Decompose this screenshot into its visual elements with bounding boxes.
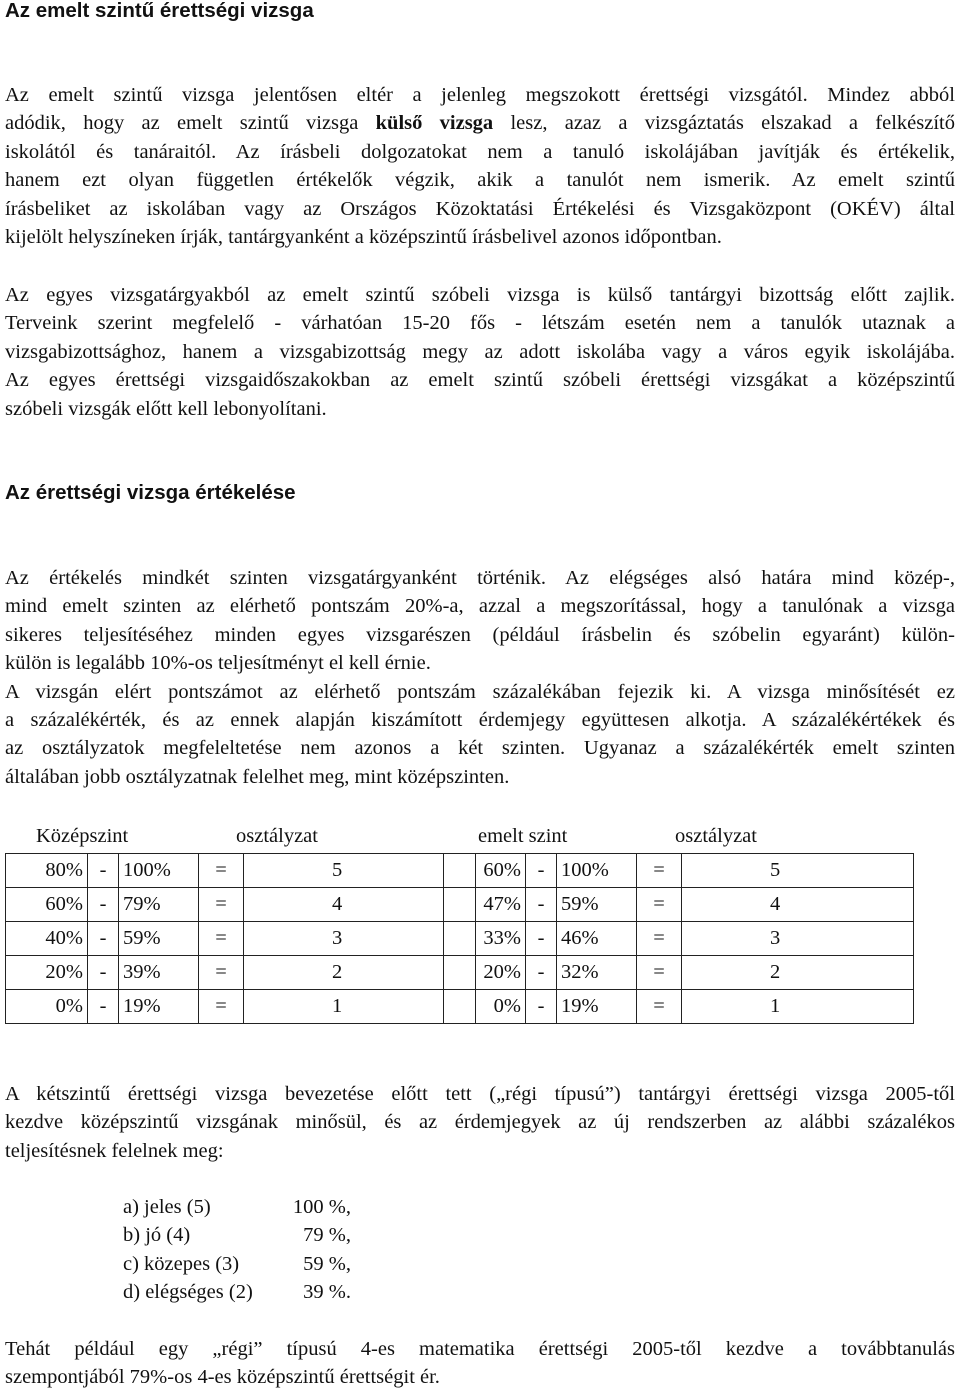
grade-percentage-list: [123, 1193, 351, 1307]
list-item-label: b) jó (4): [123, 1224, 191, 1247]
heading-emelt-szint: Az emelt szintű érettségi vizsga: [5, 0, 314, 22]
text-line: szempontjából 79%-os 4-es középszintű érettségit ér.: [5, 1366, 440, 1389]
list-item-label: c) közepes (3): [123, 1252, 240, 1275]
table-cell: -: [526, 854, 557, 888]
table-cell: 47%: [444, 888, 526, 922]
text-line: teljesítésnek felelnek meg:: [5, 1139, 224, 1162]
table-cell: 2: [244, 956, 476, 990]
table-cell: 40%: [6, 922, 88, 956]
table-row: [6, 888, 476, 922]
table-cell: 1: [682, 990, 914, 1024]
table-cell: 0%: [6, 990, 88, 1024]
heading-ertekeles: Az érettségi vizsga értékelése: [5, 481, 296, 504]
table-cell: 80%: [6, 854, 88, 888]
table-cell: =: [199, 854, 244, 888]
table-row: [444, 990, 914, 1024]
table-row: [6, 854, 476, 888]
list-item-value: 39 %.: [303, 1281, 351, 1304]
table-row: [444, 854, 914, 888]
text-line: kezdve középszintű vizsgának minősül, és az érdemjegyek az új rendszerben az alábbi százalékos: [5, 1111, 955, 1134]
table-cell: 59%: [119, 922, 199, 956]
table-row: [6, 956, 476, 990]
list-item: [123, 1250, 351, 1278]
list-item-value: 100 %,: [292, 1196, 351, 1218]
table-cell: 3: [244, 922, 476, 956]
table-cell: 33%: [444, 922, 526, 956]
text-line: írásbeliket az iskolában vagy az Országos Közoktatási Értékelési és Vizsgaközpont (OKÉV) által: [5, 197, 955, 220]
text-line: A kétszintű érettségi vizsga bevezetése előtt tett („régi típusú”) tantárgyi érettségi vizsga 2005-től: [5, 1083, 955, 1105]
table-cell: 0%: [444, 990, 526, 1024]
table-right-header-level: emelt szint: [478, 825, 568, 847]
list-item: [123, 1221, 351, 1249]
table-cell: 20%: [444, 956, 526, 990]
table-cell: 100%: [557, 854, 637, 888]
table-cell: 19%: [119, 990, 199, 1024]
text-line: általában jobb osztályzatnak felelhet meg, mint középszinten.: [5, 765, 510, 788]
text-line: hanem ezt olyan független értékelők végzik, akik a tanulót nem ismerik. Az emelt szintű: [5, 169, 955, 192]
table-row: [444, 956, 914, 990]
text-line: szóbeli vizsgák előtt kell lebonyolítani.: [5, 397, 327, 420]
text-line: Terveink szerint megfelelő - várhatóan 15-20 fős - létszám esetén nem a tanulók utaznak a: [5, 312, 955, 335]
table-kozepszint: [5, 853, 476, 1024]
table-cell: -: [88, 956, 119, 990]
table-cell: 5: [682, 854, 914, 888]
table-cell: -: [526, 888, 557, 922]
table-cell: 19%: [557, 990, 637, 1024]
text-line: Az egyes érettségi vizsgaidőszakokban az emelt szintű szóbeli érettségi vizsgákat a középszintű: [5, 369, 955, 392]
table-cell: =: [637, 956, 682, 990]
table-cell: 46%: [557, 922, 637, 956]
table-cell: 20%: [6, 956, 88, 990]
paragraph-regi-tipusu: [5, 1080, 955, 1165]
list-item: [123, 1193, 351, 1221]
table-row: [444, 922, 914, 956]
table-cell: 32%: [557, 956, 637, 990]
list-item-value: 79 %,: [303, 1224, 351, 1247]
table-cell: 1: [244, 990, 476, 1024]
text-line: a százalékérték, és az ennek alapján kiszámított érdemjegy együttesen alkotja. A százalékértékek és: [5, 709, 955, 732]
table-cell: =: [637, 990, 682, 1024]
table-left-header-grade: osztályzat: [236, 825, 318, 847]
table-cell: 100%: [119, 854, 199, 888]
text-line: sikeres teljesítéséhez minden egyes vizsgarészen (például írásbelin és szóbelin egyaránt) külön-: [5, 623, 955, 646]
table-cell: 59%: [557, 888, 637, 922]
table-row: [6, 990, 476, 1024]
table-cell: -: [88, 888, 119, 922]
text-line: Az egyes vizsgatárgyakból az emelt szintű szóbeli vizsga is külső tantárgyi bizottság előtt zajlik.: [5, 284, 955, 306]
table-cell: 60%: [444, 854, 526, 888]
table-cell: 79%: [119, 888, 199, 922]
text-line: Az értékelés mindkét szinten vizsgatárgyanként történik. Az elégséges alsó határa mind közép-,: [5, 567, 955, 589]
table-emelt-szint: [443, 853, 914, 1024]
table-cell: 3: [682, 922, 914, 956]
table-cell: =: [637, 922, 682, 956]
paragraph-pelda: [5, 1335, 955, 1392]
list-item-value: 59 %,: [303, 1252, 351, 1275]
bold-term: külső vizsga: [375, 112, 494, 135]
table-right-header-grade: osztályzat: [675, 825, 757, 847]
text-line: iskolától és tanáraitól. Az írásbeli dolgozatokat nem a tanuló iskolájában javítják és értékelik,: [5, 140, 955, 163]
paragraph-ertekeles: [5, 564, 955, 791]
table-cell: =: [199, 990, 244, 1024]
table-cell: -: [526, 922, 557, 956]
table-cell: -: [88, 990, 119, 1024]
table-cell: 39%: [119, 956, 199, 990]
table-cell: 5: [244, 854, 476, 888]
table-cell: 60%: [6, 888, 88, 922]
text-line: vizsgabizottsághoz, hanem a vizsgabizottság megy az adott iskolába vagy a város egyik iskolájába.: [5, 340, 955, 363]
text-line: A vizsgán elért pontszámot az elérhető pontszám százalékában fejezik ki. A vizsga minősítését ez: [5, 680, 955, 703]
list-item-label: d) elégséges (2): [123, 1281, 253, 1304]
text-line: mind emelt szinten az elérhető pontszám 20%-a, azzal a megszorítással, hogy a tanulónak a vizsga: [5, 595, 955, 618]
table-cell: 4: [244, 888, 476, 922]
text-line: az osztályzatok megfeleltetése nem azonos a két szinten. Ugyanaz a százalékérték emelt szinten: [5, 737, 955, 760]
text-line: Tehát például egy „régi” típusú 4-es matematika érettségi 2005-től kezdve a továbbtanulás: [5, 1338, 955, 1360]
text-line: adódik, hogy az emelt szintű vizsga külső vizsga lesz, azaz a vizsgáztatás elszakad a felkészítő: [5, 112, 955, 135]
table-cell: -: [88, 854, 119, 888]
table-cell: =: [199, 956, 244, 990]
text-line: külön is legalább 10%-os teljesítményt el kell érnie.: [5, 652, 431, 675]
table-left-header-level: Középszint: [36, 825, 129, 847]
table-row: [444, 888, 914, 922]
table-cell: -: [88, 922, 119, 956]
table-cell: -: [526, 990, 557, 1024]
text-line: Az emelt szintű vizsga jelentősen eltér a jelenleg megszokott érettségi vizsgától. Mindez abból: [5, 84, 955, 106]
table-cell: =: [199, 922, 244, 956]
table-cell: 4: [682, 888, 914, 922]
table-cell: =: [199, 888, 244, 922]
table-row: [6, 922, 476, 956]
list-item: [123, 1278, 351, 1306]
list-item-label: a) jeles (5): [123, 1196, 211, 1218]
paragraph-emelt-intro: [5, 81, 955, 251]
table-cell: 2: [682, 956, 914, 990]
text-line: kijelölt helyszíneken írják, tantárgyanként a középszintű írásbelivel azonos időpontban.: [5, 226, 722, 249]
table-cell: =: [637, 854, 682, 888]
paragraph-szobeli: [5, 281, 955, 423]
table-cell: -: [526, 956, 557, 990]
table-cell: =: [637, 888, 682, 922]
